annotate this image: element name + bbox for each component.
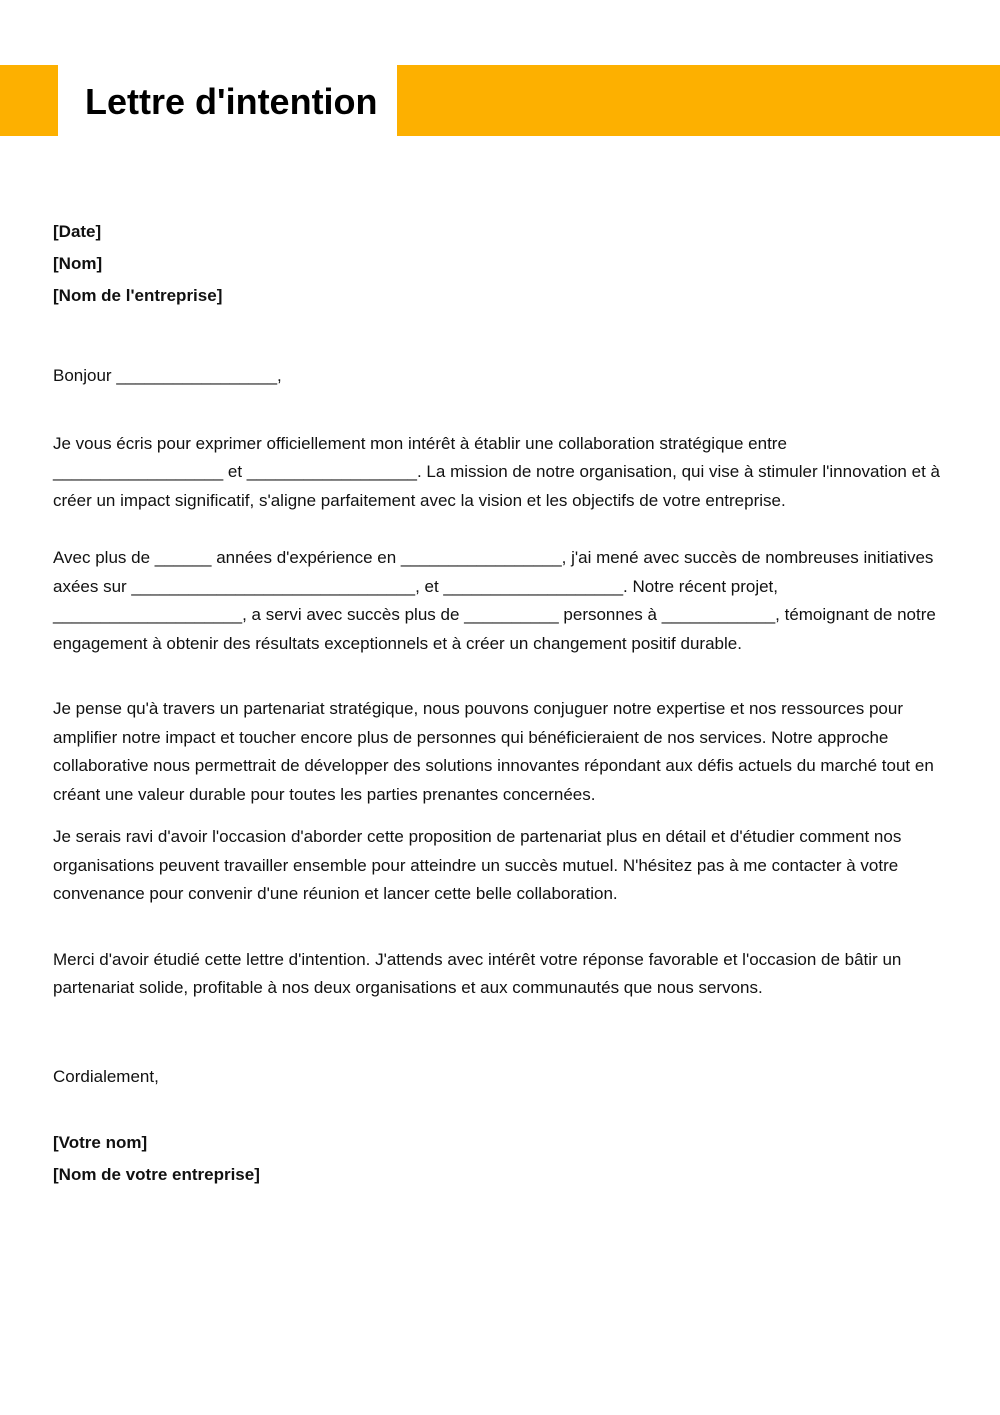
signature-company: [Nom de votre entreprise] [53,1165,260,1184]
letter-body [53,216,953,1191]
page-title: Lettre d'intention [85,81,378,122]
greeting: Bonjour _________________, [53,366,282,385]
recipient-date: [Date] [53,222,102,241]
recipient-name: [Nom] [53,254,103,273]
closing: Cordialement, [53,1066,159,1086]
paragraph-proposal: Je serais ravi d'avoir l'occasion d'aborder cette proposition de partenariat plus en détail et d'étudier comment nos organisations peuvent travailler ensemble pour atteindre un succès mutuel. N'hésitez pas à me contacter à votre convenance pour convenir d'une réunion et lancer cette belle collaboration. [53,827,902,903]
recipient-company: [Nom de l'entreprise] [53,286,223,305]
paragraph-experience: Avec plus de ______ années d'expérience en _________________, j'ai mené avec succès de nombreuses initiatives axées sur ______________________________, et ___________________. Notre récent projet, ____________________, a servi avec succès plus de __________ personnes à ____________, témoignant de notre engagement à obtenir des résultats exceptionnels et à créer un changement positif durable. [53,548,936,653]
paragraph-partnership: Je pense qu'à travers un partenariat stratégique, nous pouvons conjuguer notre expertise et nos ressources pour amplifier notre impact et toucher encore plus de personnes qui bénéficieraient de nos services. Notre approche collaborative nous permettrait de développer des solutions innovantes répondant aux défis actuels du marché tout en créant une valeur durable pour toutes les parties prenantes concernées. [53,699,934,804]
header-accent-left [0,65,58,136]
signature-name: [Votre nom] [53,1133,148,1152]
paragraph-intro: Je vous écris pour exprimer officiellement mon intérêt à établir une collaboration stratégique entre __________________ et __________________. La mission de notre organisation, qui vise à stimuler l'innovation et à créer un impact significatif, s'aligne parfaitement avec la vision et les objectifs de votre entreprise. [53,433,940,510]
paragraph-thanks: Merci d'avoir étudié cette lettre d'intention. J'attends avec intérêt votre réponse favorable et l'occasion de bâtir un partenariat solide, profitable à nos deux organisations et aux communautés que nous servons. [53,949,902,997]
header-accent-right [397,65,1000,136]
